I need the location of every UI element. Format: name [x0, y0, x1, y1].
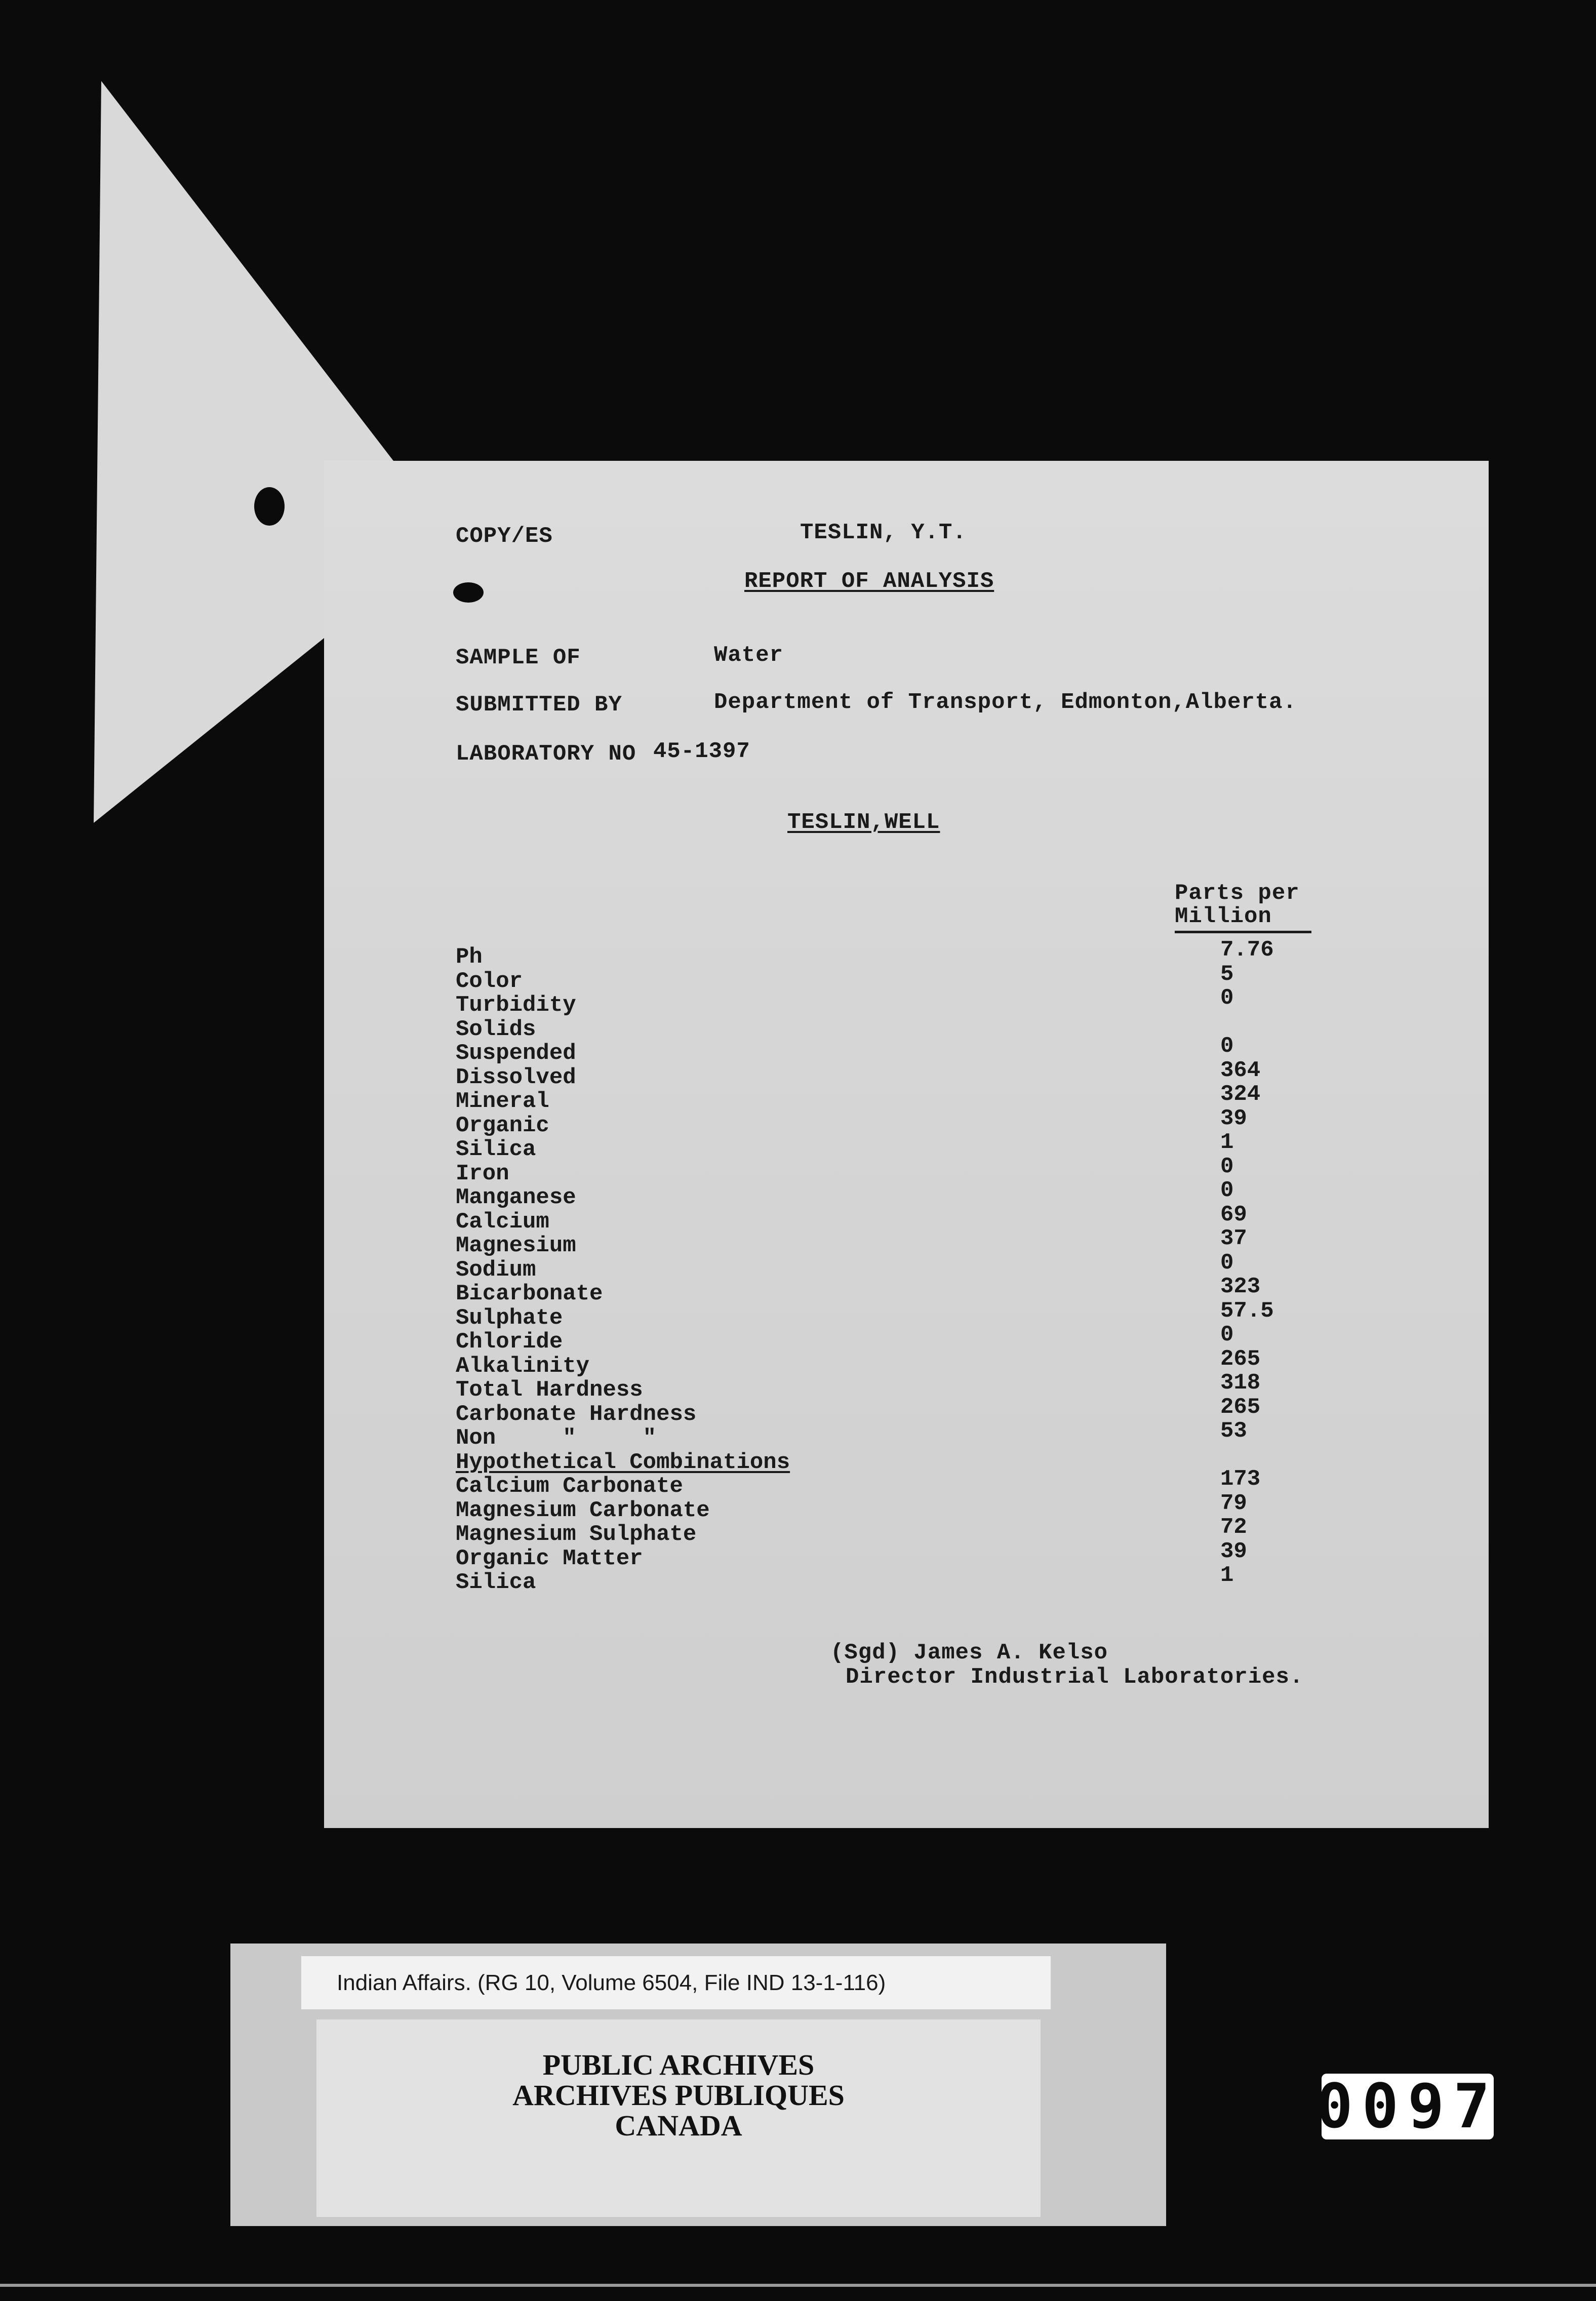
analysis-row-value: 69 — [1220, 1202, 1247, 1227]
analysis-row-value: 0 — [1220, 1178, 1234, 1203]
analysis-row-label: Organic — [456, 1113, 549, 1138]
analysis-row-label: Total Hardness — [456, 1377, 643, 1403]
analysis-row-value: 265 — [1220, 1394, 1261, 1420]
hypothetical-row-label: Magnesium Carbonate — [456, 1497, 710, 1523]
film-edge-line — [0, 2284, 1596, 2287]
section-title: TESLIN,WELL — [787, 810, 940, 835]
analysis-row-value: 318 — [1220, 1370, 1261, 1396]
analysis-row-value: 39 — [1220, 1105, 1247, 1131]
units-underline — [1175, 931, 1311, 933]
hypothetical-row-value: 173 — [1220, 1466, 1261, 1492]
analysis-row-label: Turbidity — [456, 993, 576, 1018]
stamp-line: PUBLIC ARCHIVES — [542, 2048, 815, 2081]
meta-label: LABORATORY NO — [456, 741, 636, 767]
analysis-row-label: Mineral — [456, 1089, 549, 1114]
analysis-row-value: 53 — [1220, 1418, 1247, 1444]
units-header-line2: Million — [1175, 904, 1272, 929]
analysis-row-value: 265 — [1220, 1346, 1261, 1372]
analysis-row-value: 0 — [1220, 1322, 1234, 1347]
hypothetical-row-label: Calcium Carbonate — [456, 1474, 683, 1499]
units-header-line1: Parts per — [1175, 881, 1300, 906]
analysis-row-label: Suspended — [456, 1041, 576, 1066]
analysis-row-value: 0 — [1220, 1154, 1234, 1179]
analysis-row-value: 324 — [1220, 1082, 1261, 1107]
archive-label — [230, 1943, 1166, 2226]
analysis-row-value: 57.5 — [1220, 1298, 1274, 1324]
signature-title: Director Industrial Laboratories. — [846, 1664, 1304, 1690]
analysis-row-label: Carbonate Hardness — [456, 1401, 697, 1427]
analysis-row-label: Dissolved — [456, 1064, 576, 1090]
analysis-row-label: Sodium — [456, 1257, 536, 1283]
hypothetical-row-label: Silica — [456, 1570, 536, 1595]
analysis-row-label: Non " " — [456, 1425, 657, 1451]
analysis-row-label: Calcium — [456, 1209, 549, 1235]
hypothetical-row-value: 72 — [1220, 1515, 1247, 1540]
analysis-row-label: Sulphate — [456, 1305, 563, 1331]
archive-reference: Indian Affairs. (RG 10, Volume 6504, File IND 13-1-116) — [301, 1956, 1051, 2009]
analysis-row-label: Color — [456, 968, 523, 994]
ink-blot — [453, 582, 484, 603]
hypothetical-row-value: 79 — [1220, 1490, 1247, 1516]
meta-value: Department of Transport, Edmonton,Alberta. — [714, 690, 1297, 715]
meta-label: SAMPLE OF — [456, 645, 581, 670]
report-page — [324, 461, 1489, 1828]
analysis-row-label: Ph — [456, 944, 483, 970]
frame-counter: 0097 — [1316, 2071, 1499, 2142]
analysis-row-value: 323 — [1220, 1274, 1261, 1299]
analysis-row-label: Silica — [456, 1137, 536, 1162]
analysis-row-label: Alkalinity — [456, 1353, 590, 1379]
hypothetical-row-label: Organic Matter — [456, 1545, 643, 1571]
analysis-row-label: Iron — [456, 1161, 509, 1186]
analysis-row-value: 0 — [1220, 1034, 1234, 1059]
analysis-row-value: 0 — [1220, 985, 1234, 1011]
analysis-row-value: 364 — [1220, 1057, 1261, 1083]
analysis-row-label: Solids — [456, 1016, 536, 1042]
hypothetical-row-value: 39 — [1220, 1538, 1247, 1564]
stamp-line: ARCHIVES PUBLIQUES — [512, 2079, 845, 2112]
meta-value: Water — [714, 643, 784, 668]
analysis-row-value: 1 — [1220, 1130, 1234, 1155]
analysis-row-value: 7.76 — [1220, 937, 1274, 963]
archive-stamp — [316, 2019, 1041, 2217]
analysis-row-label: Bicarbonate — [456, 1281, 603, 1306]
analysis-row-value: 0 — [1220, 1250, 1234, 1276]
analysis-row-label: Chloride — [456, 1329, 563, 1355]
meta-label: SUBMITTED BY — [456, 692, 622, 718]
location-heading: TESLIN, Y.T. — [800, 520, 967, 545]
analysis-row-label: Manganese — [456, 1185, 576, 1210]
signature-name: (Sgd) James A. Kelso — [830, 1640, 1108, 1665]
report-title: REPORT OF ANALYSIS — [744, 569, 994, 594]
hypothetical-row-value: 1 — [1220, 1563, 1234, 1588]
analysis-row-value: 5 — [1220, 961, 1234, 987]
analysis-row-label: Magnesium — [456, 1233, 576, 1258]
copy-mark: COPY/ES — [456, 524, 553, 549]
hypothetical-row-label: Magnesium Sulphate — [456, 1522, 697, 1547]
meta-value: 45-1397 — [653, 739, 750, 764]
stamp-line: CANADA — [615, 2109, 742, 2142]
hypothetical-title: Hypothetical Combinations — [456, 1449, 790, 1475]
analysis-row-value: 37 — [1220, 1226, 1247, 1251]
